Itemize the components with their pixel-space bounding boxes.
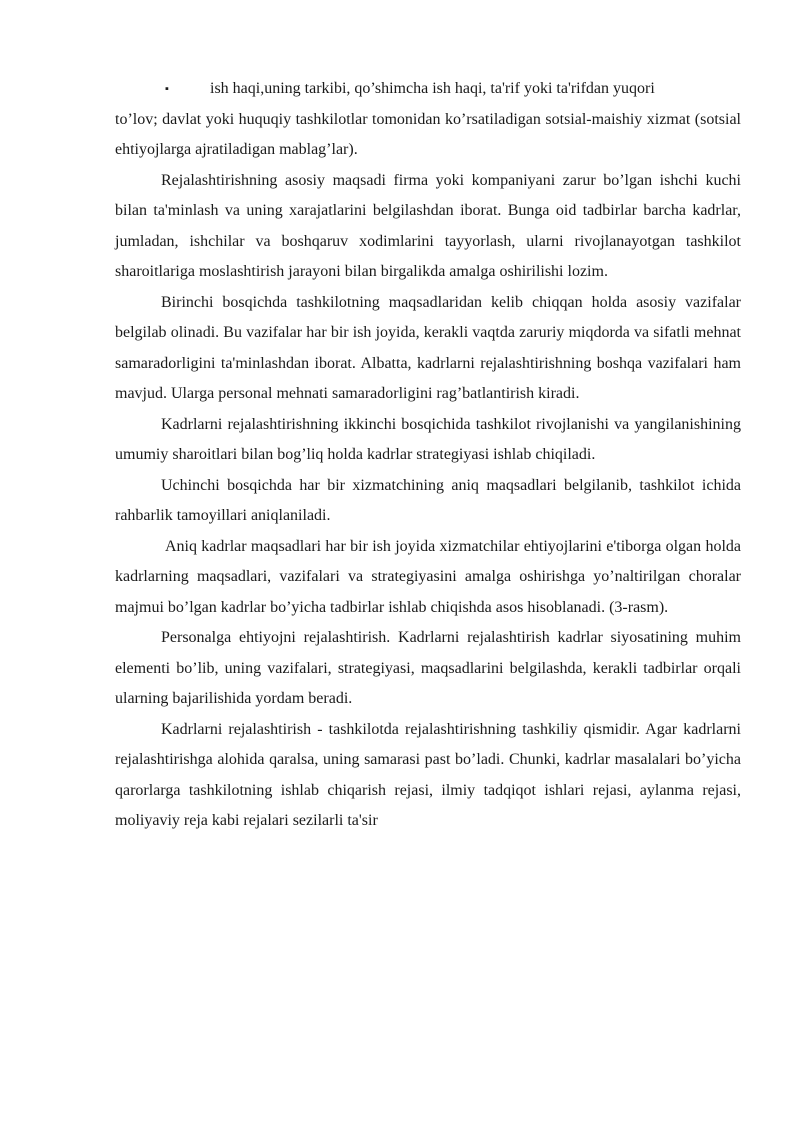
paragraph: Kadrlarni rejalashtirishning ikkinchi bosqichida tashkilot rivojlanishi va yangilanishining umumiy sharoitlari bilan bog’liq holda kadrlar strategiyasi ishlab chiqiladi. (115, 415, 741, 463)
bullet-item-continuation: to’lov; davlat yoki huquqiy tashkilotlar tomonidan ko’rsatiladigan sotsial-maishiy xizmat (sotsial ehtiyojlarga ajratiladigan mablag’lar). (115, 110, 741, 158)
paragraph: Kadrlarni rejalashtirish - tashkilotda rejalashtirishning tashkiliy qismidir. Agar kadrlarni rejalashtirishga alohida qaralsa, uning samarasi past bo’ladi. Chunki, kadrlar masalalari bo’yicha qarorlarga tashkilotning ishlab chiqarish rejasi, ilmiy tadqiqot ishlari rejasi, aylanma rejasi, moliyaviy reja kabi rejalari sezilarli ta'sir (115, 720, 741, 829)
paragraph: Uchinchi bosqichda har bir xizmatchining aniq maqsadlari belgilanib, tashkilot ichida rahbarlik tamoyillari aniqlaniladi. (115, 476, 741, 524)
bullet-item-text: ish haqi,uning tarkibi, qo’shimcha ish haqi, ta'rif yoki ta'rifdan yuqori (210, 80, 655, 97)
bullet-item (115, 74, 741, 105)
paragraph: Rejalashtirishning asosiy maqsadi firma yoki kompaniyani zarur bo’lgan ishchi kuchi bilan ta'minlash va uning xarajatlarini belgilashdan iborat. Bunga oid tadbirlar barcha kadrlar, jumladan, ishchilar va boshqaruv xodimlarini tayyorlash, ularni rivojlanayotgan tashkilot sharoitlariga moslashtirish jarayoni bilan birgalikda amalga oshirilishi lozim. (115, 171, 741, 280)
square-bullet-icon: ▪ (165, 83, 169, 95)
paragraph: Aniq kadrlar maqsadlari har bir ish joyida xizmatchilar ehtiyojlarini e'tiborga olgan holda kadrlarning maqsadlari, vazifalari va strategiyasini amalga oshirishga yo’naltirilgan choralar majmui bo’lgan kadrlar bo’yicha tadbirlar ishlab chiqishda asos hisoblanadi. (3-rasm). (115, 537, 741, 616)
paragraph: Personalga ehtiyojni rejalashtirish. Kadrlarni rejalashtirish kadrlar siyosatining muhim elementi bo’lib, uning vazifalari, strategiyasi, maqsadlarini belgilashda, kerakli tadbirlar orqali ularning bajarilishida yordam beradi. (115, 629, 741, 707)
document-body (115, 74, 741, 837)
paragraph: Birinchi bosqichda tashkilotning maqsadlaridan kelib chiqqan holda asosiy vazifalar belgilab olinadi. Bu vazifalar har bir ish joyida, kerakli vaqtda zaruriy miqdorda va sifatli mehnat samaradorligini ta'minlashdan iborat. Albatta, kadrlarni rejalashtirishning boshqa vazifalari ham mavjud. Ularga personal mehnati samaradorligini rag’batlantirish kiradi. (115, 293, 741, 402)
